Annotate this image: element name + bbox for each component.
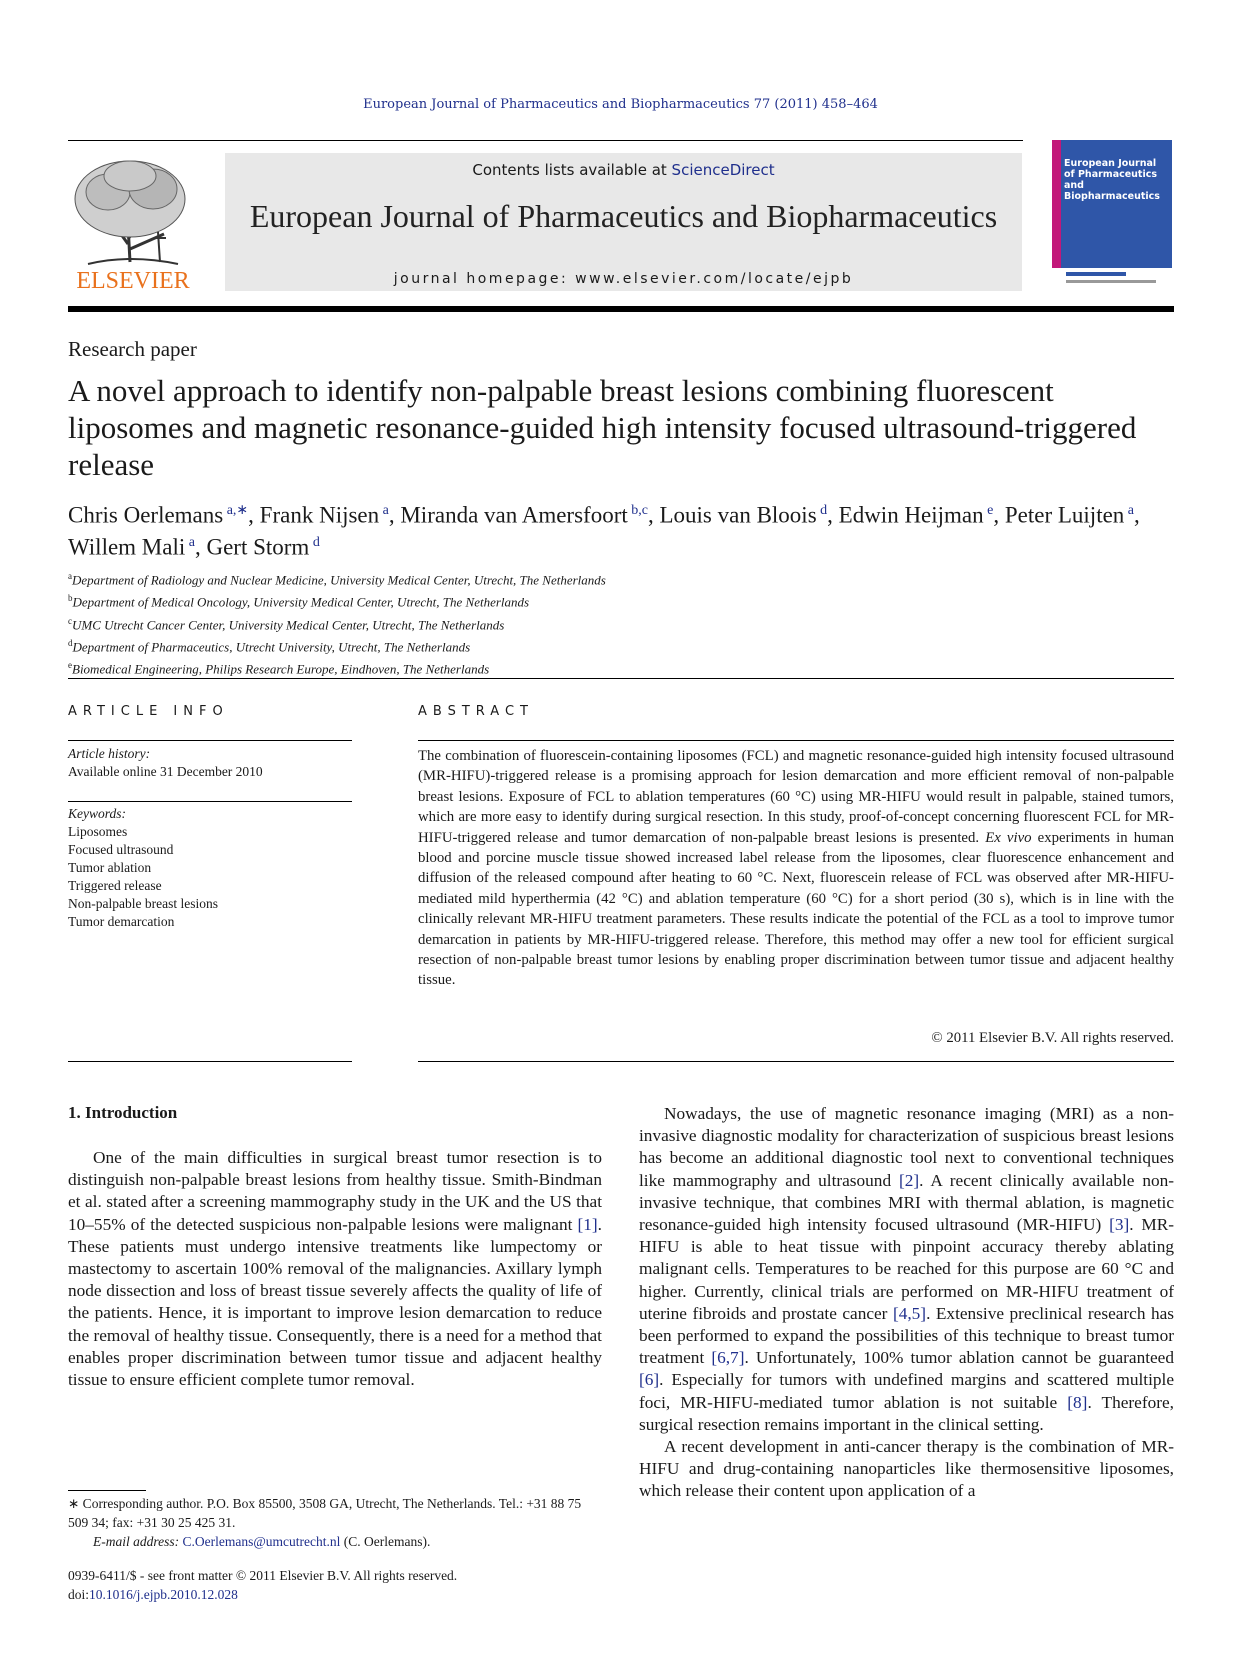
author-affiliation-marker[interactable]: b,c: [627, 503, 648, 518]
author-name[interactable]: Gert Storm: [206, 534, 310, 560]
info-rule: [68, 740, 352, 741]
journal-citation[interactable]: European Journal of Pharmaceutics and Biopharmaceutics 77 (2011) 458–464: [363, 97, 878, 112]
citation-link[interactable]: [1]: [577, 1214, 598, 1234]
email-label: E-mail address:: [93, 1534, 180, 1549]
cover-title: European Journal of Pharmaceutics and Biopharmaceutics: [1064, 158, 1160, 202]
text-run: . Therefore, surgical resection remains important in the clinical setting.: [639, 1392, 1174, 1434]
author-name[interactable]: Peter Luijten: [1004, 502, 1125, 528]
text-run: One of the main difficulties in surgical breast tumor resection is to distinguish non-palpable breast lesions from healthy tissue. Smith-Bindman et al. stated after a screening mammography study in the UK and the US that 10–55% of the detected suspicious non-palpable lesions were malignant: [68, 1148, 602, 1234]
text-run: Nowadays, the use of magnetic resonance imaging (MRI) as a non-invasive diagnostic modality for characterization of suspicious breast lesions has become an additional diagnostic tool next to conventional techniques like mammography and ultrasound: [639, 1104, 1174, 1190]
doi-line: [68, 1585, 602, 1604]
text-run: . MR-HIFU is able to heat tissue with pinpoint accuracy thereby ablating malignant cells. Temperatures to be reached for this purpose are 60 °C and higher. Currently, clinical trials are performed on MR-HIFU treatment of uterine fibroids and prostate cancer: [639, 1215, 1174, 1323]
affiliation-text: Department of Pharmaceutics, Utrecht University, Utrecht, The Netherlands: [72, 639, 471, 655]
author-name[interactable]: Edwin Heijman: [838, 502, 984, 528]
article-type: Research paper: [68, 337, 197, 361]
author-affiliation-marker[interactable]: a,∗: [223, 503, 249, 518]
keyword-list: [68, 823, 352, 931]
text-run: A recent development in anti-cancer therapy is the combination of MR-HIFU and drug-containing nanoparticles like thermosensitive liposomes, which release their content upon application of a: [639, 1437, 1174, 1501]
email-line: [68, 1532, 602, 1551]
keywords-label: Keywords:: [68, 806, 126, 821]
affiliation-item: [68, 589, 968, 611]
issn-line: 0939-6411/$ - see front matter © 2011 Elsevier B.V. All rights reserved.: [68, 1568, 458, 1583]
publisher-logo: [68, 154, 198, 294]
article-title: A novel approach to identify non-palpable breast lesions combining fluorescent liposomes and magnetic resonance-guided high intensity focused ultrasound-triggered release: [68, 373, 1137, 482]
text-run: . A recent clinically available non-invasive technique, that combines MRI with thermal ablation, is magnetic resonance-guided high intensity focused ultrasound (MR-HIFU): [639, 1170, 1174, 1235]
email-link[interactable]: C.Oerlemans@umcutrecht.nl: [182, 1534, 341, 1549]
corresponding-author-footnote: [68, 1494, 602, 1551]
header-rule: [68, 140, 1023, 141]
author-affiliation-marker[interactable]: a: [1124, 503, 1135, 518]
keyword-item: Tumor demarcation: [68, 914, 175, 929]
intro-right-column: [639, 1103, 1174, 1503]
author-affiliation-marker[interactable]: a: [379, 503, 389, 518]
text-run: . These patients must undergo intensive treatments like lumpectomy or mastectomy to ascertain 100% removal of the malignancies. Axillary lymph node dissection and loss of breast tissue severely affects the quality of life of the patients. Hence, it is important to improve lesion demarcation to reduce the removal of healthy tissue. Consequently, there is a need for a method that enables proper discrimination between tumor tissue and adjacent healthy tissue to ensure efficient complete tumor removal.: [68, 1214, 602, 1390]
front-matter: [68, 1566, 602, 1604]
affiliation-key: a: [68, 571, 72, 581]
affiliation-rule: [68, 678, 1174, 679]
affiliation-item: [68, 612, 968, 634]
paragraph: [639, 1436, 1174, 1503]
email-suffix: (C. Oerlemans).: [340, 1534, 431, 1549]
journal-cover-thumbnail[interactable]: [1052, 140, 1172, 292]
abstract-text-part: The combination of fluorescein-containing liposomes (FCL) and magnetic resonance-guided high intensity focused ultrasound (MR-HIFU)-triggered release is a promising approach for lesion demarcation and more efficient removal of non-palpable breast lesions. Exposure of FCL to ablation temperatures (60 °C) using MR-HIFU would result in palpable, stained tumors, which are more easy to identify during surgical resection. In this study, proof-of-concept concerning fluorescent FCL for MR-HIFU-triggered release and tumor demarcation of non-palpable breast lesions is presented.: [418, 748, 1174, 846]
info-rule: [68, 801, 352, 802]
affiliation-item: [68, 634, 968, 656]
keyword-item: Focused ultrasound: [68, 842, 174, 857]
citation-link[interactable]: [3]: [1109, 1215, 1130, 1235]
citation-link[interactable]: [4,5]: [892, 1303, 927, 1323]
author-separator: ,: [827, 502, 839, 528]
author-name[interactable]: Miranda van Amersfoort: [400, 502, 628, 528]
history-value: Available online 31 December 2010: [68, 764, 263, 779]
paragraph: [639, 1103, 1174, 1436]
author-name[interactable]: Chris Oerlemans: [68, 502, 224, 528]
keyword-item: Triggered release: [68, 878, 162, 893]
abstract-text-italic: Ex vivo: [985, 829, 1032, 846]
affiliation-key: c: [68, 615, 72, 626]
author-affiliation-marker[interactable]: d: [309, 534, 320, 550]
info-rule: [68, 1061, 352, 1062]
affiliation-text: Department of Radiology and Nuclear Medicine, University Medical Center, Utrecht, The Netherlands: [72, 572, 606, 588]
affiliation-key: e: [68, 660, 72, 671]
elsevier-tree-icon: [68, 154, 198, 294]
author-affiliation-marker[interactable]: d: [816, 503, 828, 518]
author-name[interactable]: Louis van Bloois: [659, 502, 817, 528]
keyword-item: Tumor ablation: [68, 860, 152, 875]
affiliation-text: Biomedical Engineering, Philips Research Europe, Eindhoven, The Netherlands: [72, 661, 490, 677]
affiliation-item: [68, 567, 968, 589]
citation-link[interactable]: [6,7]: [711, 1348, 745, 1368]
contents-prefix: Contents lists available at: [472, 161, 672, 179]
abstract-copyright: © 2011 Elsevier B.V. All rights reserved.: [931, 1030, 1174, 1046]
text-run: . Extensive preclinical research has been performed to expand the possibilities of this technique to breast tumor treatment: [639, 1303, 1175, 1368]
abstract-heading: ABSTRACT: [418, 704, 534, 719]
author-list: [68, 497, 1178, 560]
affiliation-key: d: [68, 637, 73, 648]
article-info-heading: ARTICLE INFO: [68, 704, 229, 719]
journal-homepage-link[interactable]: journal homepage: www.elsevier.com/locate/ejpb: [393, 271, 854, 287]
sciencedirect-link[interactable]: ScienceDirect: [671, 161, 775, 179]
author-separator: ,: [1134, 502, 1140, 528]
author-separator: ,: [647, 502, 660, 528]
citation-link[interactable]: [8]: [1067, 1392, 1088, 1412]
journal-header-banner: [225, 153, 1022, 291]
author-separator: ,: [194, 534, 207, 560]
author-name[interactable]: Frank Nijsen: [259, 502, 380, 528]
author-affiliation-marker[interactable]: a: [185, 534, 195, 550]
citation-link[interactable]: [6]: [639, 1370, 660, 1390]
affiliation-key: b: [68, 593, 73, 604]
author-affiliation-marker[interactable]: e: [983, 503, 994, 518]
corresponding-author-text: ∗ Corresponding author. P.O. Box 85500, 3508 GA, Utrecht, The Netherlands. Tel.: +31 88 75 509 34; fax: +31 30 25 425 31.: [68, 1496, 582, 1530]
author-name[interactable]: Willem Mali: [68, 534, 186, 560]
affiliation-text: UMC Utrecht Cancer Center, University Medical Center, Utrecht, The Netherlands: [72, 616, 505, 632]
abstract-rule: [418, 1061, 1174, 1062]
keywords-block: [68, 805, 352, 931]
affiliation-text: Department of Medical Oncology, University Medical Center, Utrecht, The Netherlands: [72, 594, 530, 610]
citation-link[interactable]: [2]: [898, 1170, 920, 1190]
author-separator: ,: [993, 502, 1005, 528]
doi-link[interactable]: 10.1016/j.ejpb.2010.12.028: [89, 1587, 238, 1602]
contents-line: [225, 161, 1022, 179]
abstract-rule: [418, 740, 1174, 741]
abstract-text-part: experiments in human blood and porcine muscle tissue showed increased label release from the liposomes, clear fluorescence enhancement and diffusion of the released compound after heating to 60 °C. Next, fluorescein release of FCL was observed after MR-HIFU-mediated mild hyperthermia (42 °C) and ablation temperature (60 °C) for a short period (30 s), which is in line with the clinically relevant MR-HIFU treatment parameters. These results indicate the potential of the FCL as a tool to improve tumor demarcation in patients by MR-HIFU-triggered release. Therefore, this method may offer a new tool for efficient surgical resection of non-palpable breast tumor lesions by enabling proper discrimination between tumor tissue and adjacent healthy tissue.: [418, 829, 1174, 989]
affiliation-item: [68, 656, 968, 678]
section-heading-introduction: 1. Introduction: [68, 1103, 178, 1122]
header-thick-rule: [68, 306, 1174, 312]
text-run: . Unfortunately, 100% tumor ablation cannot be guaranteed: [744, 1348, 1174, 1368]
footnote-rule: [68, 1490, 146, 1491]
author-separator: ,: [248, 502, 260, 528]
journal-title: European Journal of Pharmaceutics and Biopharmaceutics: [249, 198, 998, 234]
article-history: [68, 745, 352, 781]
paragraph: [68, 1147, 602, 1391]
abstract-body: [418, 746, 1174, 991]
keyword-item: Non-palpable breast lesions: [68, 896, 218, 911]
text-run: . Especially for tumors with undefined margins and scattered multiple foci, MR-HIFU-mediated tumor ablation is not suitable: [639, 1370, 1174, 1412]
history-label: Article history:: [68, 746, 151, 761]
author-separator: ,: [388, 502, 401, 528]
intro-left-column: [68, 1147, 602, 1391]
doi-prefix: doi:: [68, 1587, 90, 1602]
publisher-wordmark: ELSEVIER: [76, 268, 190, 294]
keyword-item: Liposomes: [68, 824, 128, 839]
affiliation-list: [68, 567, 968, 679]
